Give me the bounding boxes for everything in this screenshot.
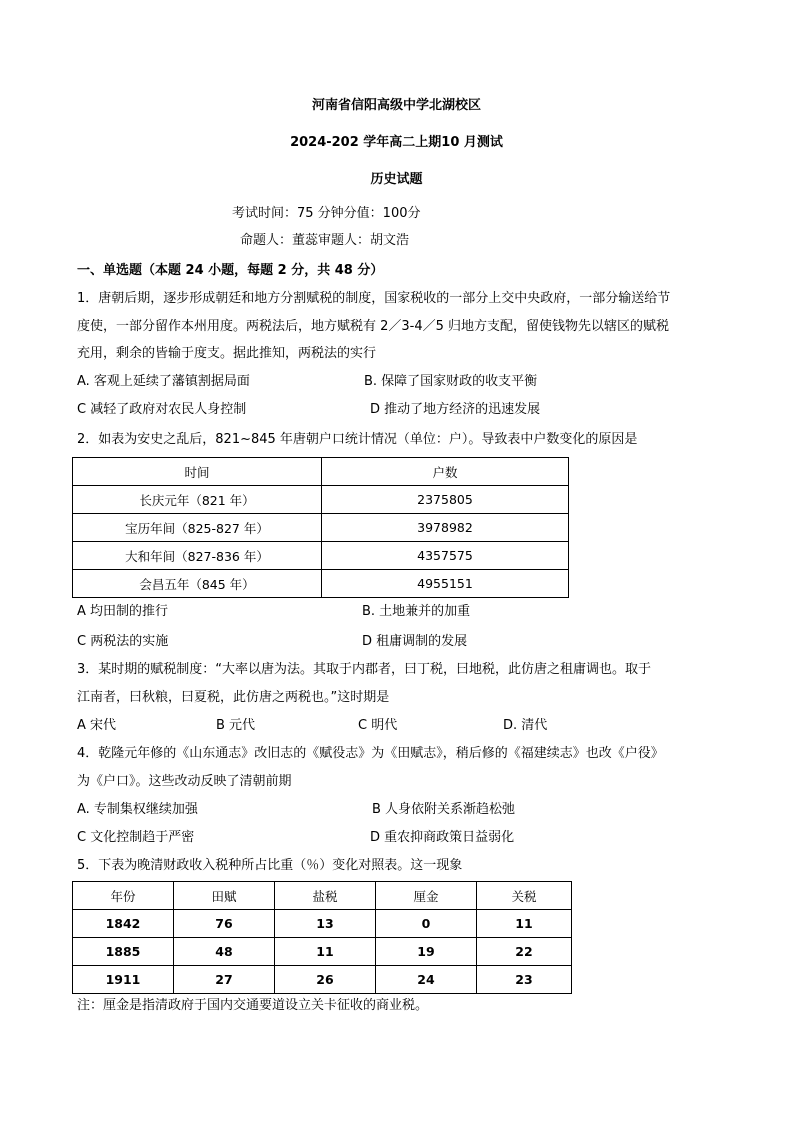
table-cell: 3978982 — [322, 514, 569, 542]
q1-option-a[interactable]: A. 客观上延续了藩镇割据局面 — [77, 374, 250, 389]
q2-option-a[interactable]: A 均田制的推行 — [77, 604, 169, 619]
q1-stem-line: 度使，一部分留作本州用度。两税法后，地方赋税有 2／3-4／5 归地方支配，留使钱物先以辖区的赋税 — [77, 319, 670, 334]
q4-option-c[interactable]: C 文化控制趋于严密 — [77, 830, 195, 845]
exam-term: 2024-202 学年高二上期10 月测试 — [290, 135, 503, 150]
table-cell: 24 — [376, 966, 477, 994]
q3-option-d[interactable]: D. 清代 — [503, 718, 548, 733]
table-header-row — [73, 882, 572, 910]
table-row — [73, 966, 572, 994]
table-cell: 19 — [376, 938, 477, 966]
table-cell: 2375805 — [322, 486, 569, 514]
table-cell: 1911 — [73, 966, 174, 994]
q3-option-a[interactable]: A 宋代 — [77, 718, 117, 733]
school-name: 河南省信阳高级中学北湖校区 — [311, 98, 481, 113]
q5-stem: 5．下表为晚清财政收入税种所占比重（％）变化对照表。这一现象 — [77, 858, 463, 873]
q1-option-c[interactable]: C 减轻了政府对农民人身控制 — [77, 402, 247, 417]
table-cell: 会昌五年（845 年） — [73, 570, 322, 598]
table-cell: 27 — [174, 966, 275, 994]
table-cell: 宝历年间（825-827 年） — [73, 514, 322, 542]
table-cell: 1885 — [73, 938, 174, 966]
q4-stem-line: 4．乾隆元年修的《山东通志》改旧志的《赋役志》为《田赋志》，稍后修的《福建续志》也改《户役》 — [77, 746, 664, 761]
table-header-cell: 时间 — [73, 458, 322, 486]
q4-option-a[interactable]: A. 专制集权继续加强 — [77, 802, 198, 817]
table-header-cell: 户数 — [322, 458, 569, 486]
q2-option-c[interactable]: C 两税法的实施 — [77, 634, 169, 649]
q3-stem-line: 3．某时期的赋税制度：“大率以唐为法。其取于内郡者，曰丁税，曰地税，此仿唐之租庸调也。取于 — [77, 662, 652, 677]
table-cell: 大和年间（827-836 年） — [73, 542, 322, 570]
table-header-cell: 盐税 — [275, 882, 376, 910]
table-row — [73, 570, 569, 598]
q4-stem-line: 为《户口》。这些改动反映了清朝前期 — [77, 774, 292, 789]
table-row — [73, 910, 572, 938]
q3-option-b[interactable]: B 元代 — [216, 718, 256, 733]
q1-option-b[interactable]: B. 保障了国家财政的收支平衡 — [364, 374, 538, 389]
table-header-cell: 田赋 — [174, 882, 275, 910]
table-cell: 4357575 — [322, 542, 569, 570]
table-cell: 76 — [174, 910, 275, 938]
q5-table — [72, 881, 572, 994]
exam-authors: 命题人：董蕊审题人：胡文浩 — [240, 233, 410, 248]
table-cell: 4955151 — [322, 570, 569, 598]
table-cell: 1842 — [73, 910, 174, 938]
q2-option-b[interactable]: B. 土地兼并的加重 — [362, 604, 471, 619]
q3-option-c[interactable]: C 明代 — [358, 718, 398, 733]
q5-note: 注：厘金是指清政府于国内交通要道设立关卡征收的商业税。 — [77, 998, 429, 1013]
table-cell: 22 — [477, 938, 572, 966]
table-row — [73, 542, 569, 570]
table-cell: 13 — [275, 910, 376, 938]
table-cell: 26 — [275, 966, 376, 994]
table-cell: 48 — [174, 938, 275, 966]
table-header-row — [73, 458, 569, 486]
table-header-cell: 厘金 — [376, 882, 477, 910]
q1-stem-line: 充用，剩余的皆输于度支。据此推知，两税法的实行 — [77, 346, 377, 361]
table-row — [73, 486, 569, 514]
table-cell: 11 — [275, 938, 376, 966]
table-cell: 23 — [477, 966, 572, 994]
q4-option-b[interactable]: B 人身依附关系渐趋松弛 — [372, 802, 516, 817]
q2-stem: 2．如表为安史之乱后，821~845 年唐朝户口统计情况（单位：户）。导致表中户数变化的原因是 — [77, 432, 638, 447]
table-row — [73, 938, 572, 966]
q2-table — [72, 457, 569, 598]
q4-option-d[interactable]: D 重农抑商政策日益弱化 — [370, 830, 515, 845]
table-cell: 11 — [477, 910, 572, 938]
section-heading: 一、单选题（本题 24 小题，每题 2 分，共 48 分） — [77, 263, 384, 278]
table-row — [73, 514, 569, 542]
table-cell: 0 — [376, 910, 477, 938]
table-header-cell: 年份 — [73, 882, 174, 910]
subject-title: 历史试题 — [370, 172, 423, 187]
q2-option-d[interactable]: D 租庸调制的发展 — [362, 634, 468, 649]
q1-stem-line: 1．唐朝后期，逐步形成朝廷和地方分割赋税的制度，国家税收的一部分上交中央政府，一部分输送给节 — [77, 291, 671, 306]
exam-info: 考试时间：75 分钟分值：100分 — [232, 206, 421, 221]
q1-option-d[interactable]: D 推动了地方经济的迅速发展 — [370, 402, 541, 417]
table-header-cell: 关税 — [477, 882, 572, 910]
q3-stem-line: 江南者，曰秋粮，曰夏税，此仿唐之两税也。”这时期是 — [77, 690, 390, 705]
table-cell: 长庆元年（821 年） — [73, 486, 322, 514]
